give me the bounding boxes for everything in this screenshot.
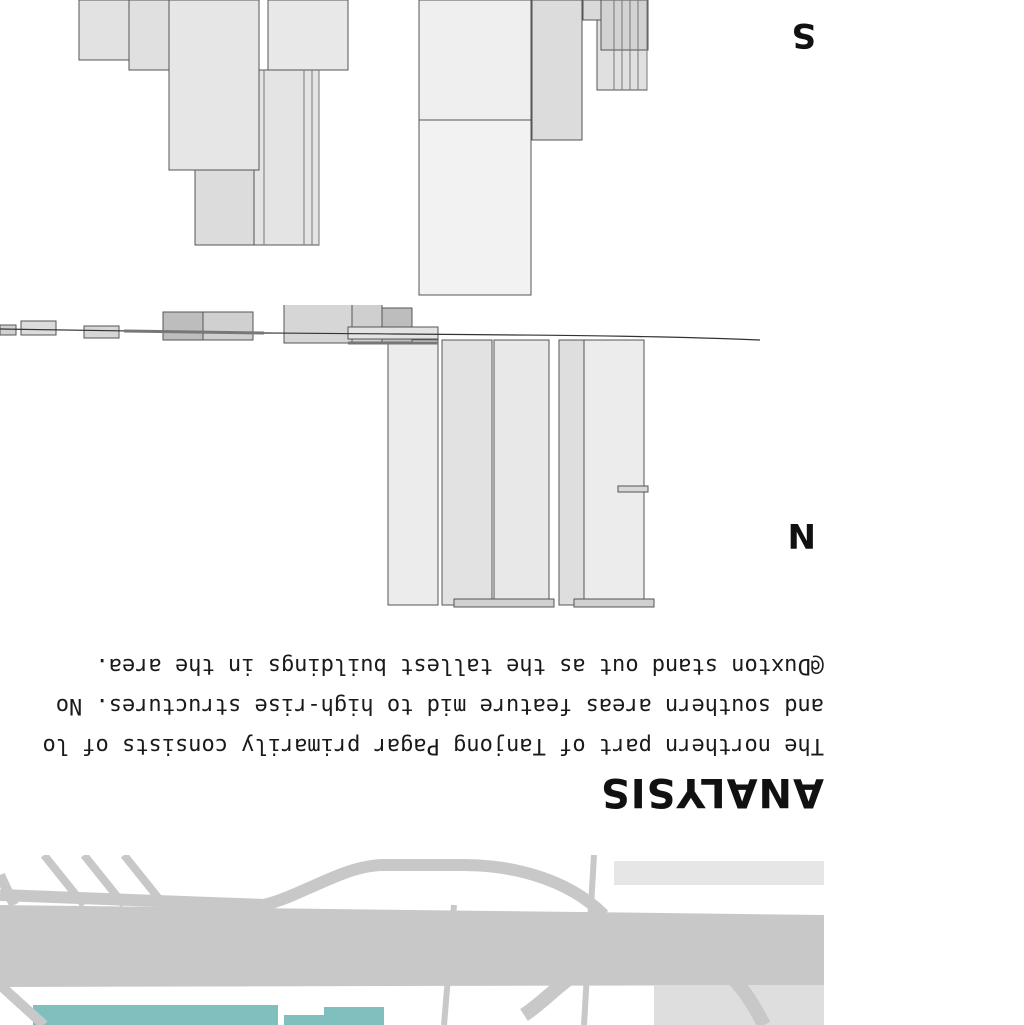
building	[601, 0, 648, 50]
building	[195, 170, 254, 245]
building	[584, 340, 644, 605]
north-label: N	[787, 515, 816, 555]
map-road	[0, 905, 824, 987]
building	[21, 321, 56, 335]
building	[442, 340, 492, 605]
south-label: S	[791, 15, 816, 55]
building	[79, 0, 129, 60]
building-ledge	[618, 486, 648, 492]
building	[348, 327, 438, 339]
building	[169, 0, 259, 170]
building	[532, 0, 582, 140]
building	[388, 340, 438, 605]
building	[419, 0, 531, 120]
building	[419, 120, 531, 295]
building	[268, 0, 348, 70]
south-elevation	[0, 0, 1024, 320]
building	[0, 325, 16, 335]
paragraph-line: and southern areas feature mid to high-rise structures. No	[55, 693, 824, 718]
map-teal-block	[284, 1015, 324, 1025]
map-teal-block	[324, 1007, 384, 1025]
site-map	[0, 855, 1024, 1025]
map-teal-block	[33, 1005, 278, 1025]
section-heading: ANALYSIS	[599, 769, 824, 815]
north-elevation	[0, 305, 1024, 625]
building-base	[574, 599, 654, 607]
analysis-paragraph	[0, 645, 824, 765]
building	[129, 0, 169, 70]
building	[494, 340, 549, 605]
paragraph-line: The northern part of Tanjong Pagar primarily consists of lo	[42, 733, 824, 758]
building	[84, 326, 119, 338]
paragraph-line: @Duxton stand out as the tallest buildings in the area.	[95, 653, 824, 678]
building-base	[454, 599, 554, 607]
map-block	[614, 861, 824, 885]
building	[559, 340, 584, 605]
